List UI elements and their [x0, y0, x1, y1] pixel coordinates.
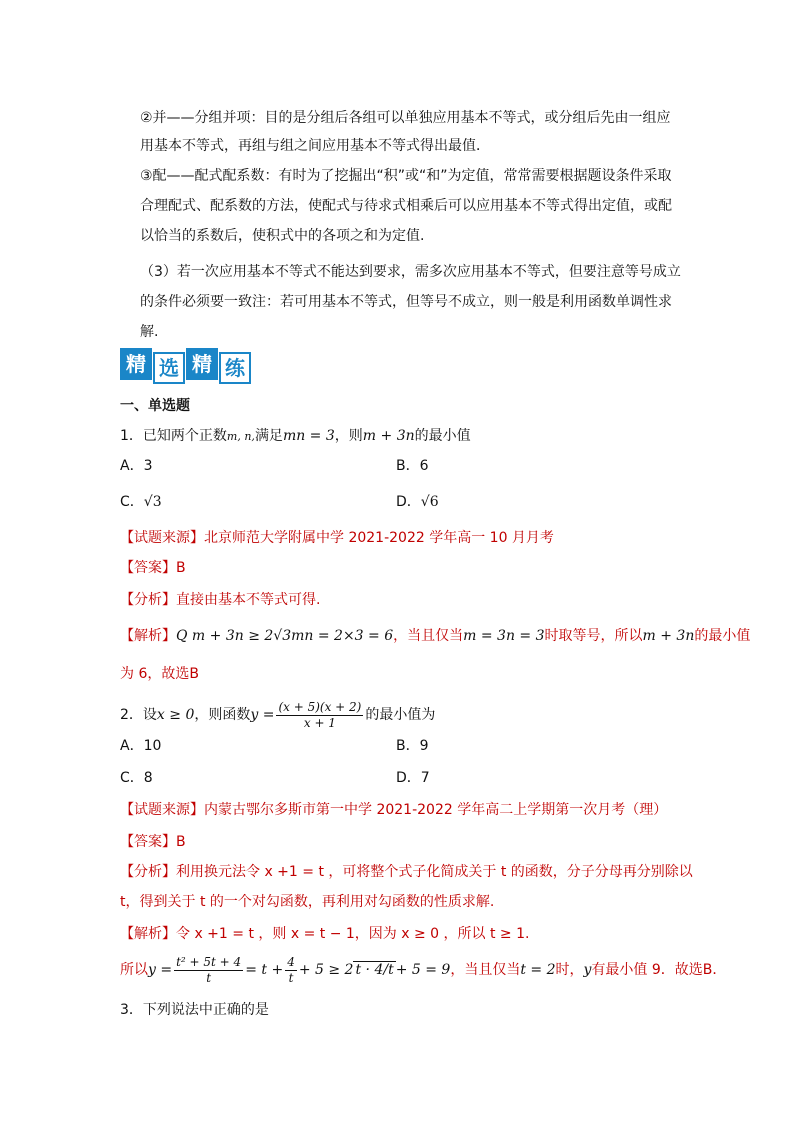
q1-answer-label: 【答案】: [120, 560, 176, 576]
q1-solution-cond: m = 3n = 3: [463, 628, 545, 644]
q2-option-a: A．10: [120, 738, 162, 754]
q1-expr: m + 3n: [362, 428, 415, 444]
q1-solution-line2: 为 6，故选B: [120, 666, 199, 682]
q1-mid2: ，则: [334, 428, 363, 444]
q2-option-c: C．8: [120, 770, 153, 786]
q2-option-d: D．7: [396, 770, 430, 786]
q1-vars: m, n,: [226, 430, 255, 443]
q2-solution-sqrt: t · 4/t: [355, 962, 394, 978]
q2-solution-label: 【解析】: [120, 926, 176, 942]
q2-mid: ，则函数: [194, 707, 251, 723]
q2-source-text: 内蒙古鄂尔多斯市第一中学 2021-2022 学年高二上学期第一次月考（理）: [204, 802, 668, 818]
q1-solution-expr: Q m + 3n ≥ 2√3mn = 2×3 = 6: [176, 628, 394, 644]
q2-analysis: [120, 862, 693, 882]
q2-suffix: 的最小值为: [365, 707, 436, 723]
banner-char-2: 选: [153, 352, 185, 384]
q2-func-fraction: [276, 700, 363, 731]
q2-solution-pre: 所以: [120, 962, 148, 978]
q1-mid: 满足: [254, 428, 283, 444]
q1-solution-expr2: m + 3n: [642, 628, 695, 644]
q1-solution-text1: ，当且仅当: [393, 628, 464, 644]
q1-cond: mn = 3: [282, 428, 335, 444]
q2-solution: [120, 924, 529, 944]
q1-analysis: [120, 590, 320, 610]
q2-solution-text3: 有最小值 9．故选B．: [591, 962, 727, 978]
q1-source-text: 北京师范大学附属中学 2021-2022 学年高一 10 月月考: [204, 530, 554, 546]
q1-analysis-label: 【分析】: [120, 592, 176, 608]
q1-suffix: 的最小值: [414, 428, 471, 444]
q3-stem: 3．下列说法中正确的是: [120, 1002, 269, 1018]
q2-solution-cond: t = 2: [520, 962, 556, 978]
q2-func-y: y =: [250, 707, 275, 723]
intro-p1-line2: 用基本不等式，再组与组之间应用基本不等式得出最值．: [140, 138, 490, 154]
q2-solution-text: ，当且仅当: [450, 962, 521, 978]
q2-func-numerator: (x + 5)(x + 2): [278, 699, 362, 714]
q2-prefix: 2．设: [120, 707, 157, 723]
banner-char-4: 练: [219, 352, 251, 384]
q2-solution-fraction1-den: t: [206, 970, 212, 985]
q2-solution-fraction2-num: 4: [287, 954, 295, 969]
q1-option-d-value: √6: [420, 494, 439, 510]
q2-solution-text2: 时，: [555, 962, 584, 978]
q1-option-c: [120, 492, 162, 512]
q1-solution: [120, 626, 750, 646]
intro-p3-line1: （3）若一次应用基本不等式不能达到要求，需多次应用基本不等式，但要注意等号成立: [140, 264, 681, 280]
q2-solution-mid2: + 5 ≥ 2: [298, 962, 354, 978]
q2-solution-line2: [120, 950, 726, 990]
q1-option-c-value: √3: [143, 494, 162, 510]
q2-solution-fraction2-den: t: [288, 970, 294, 985]
q2-solution-end: + 5 = 9: [395, 962, 451, 978]
q2-source-label: 【试题来源】: [120, 802, 204, 818]
q1-source: [120, 528, 554, 548]
section-title: 一、单选题: [120, 398, 190, 414]
q1-option-d-label: D．: [396, 494, 421, 510]
q2-answer: [120, 832, 186, 852]
q2-analysis-line1: 利用换元法令 x +1 = t ，可将整个式子化简成关于 t 的函数，分子分母再分别除以: [176, 864, 693, 880]
intro-p1-line1: ②并——分组并项：目的是分组后各组可以单独应用基本不等式，或分组后先由一组应: [140, 110, 671, 126]
q1-option-b: B．6: [396, 458, 429, 474]
q2-source: [120, 800, 667, 820]
q1-answer-text: B: [176, 560, 186, 576]
q1-solution-text3: 的最小值: [694, 628, 751, 644]
q2-solution-fraction2: [285, 955, 297, 986]
banner-char-3: 精: [186, 348, 218, 380]
q1-analysis-text: 直接由基本不等式可得.: [176, 592, 321, 608]
q2-option-b: B．9: [396, 738, 429, 754]
q1-option-d: [396, 492, 439, 512]
q1-source-label: 【试题来源】: [120, 530, 204, 546]
q2-solution-line1: 令 x +1 = t ，则 x = t − 1，因为 x ≥ 0 ，所以 t ≥ 1.: [176, 926, 530, 942]
q2-solution-fraction1: [174, 955, 243, 986]
q2-solution-mid: = t +: [245, 962, 284, 978]
q2-func-denominator: x + 1: [303, 715, 336, 730]
q1-answer: [120, 558, 186, 578]
q2-answer-text: B: [176, 834, 186, 850]
q2-answer-label: 【答案】: [120, 834, 176, 850]
intro-p3-line2: 的条件必须要一致注：若可用基本不等式，但等号不成立，则一般是利用函数单调性求: [140, 294, 672, 310]
intro-p2-line1: ③配——配式配系数：有时为了挖掘出“积”或“和”为定值，常常需要根据题设条件采取: [140, 168, 672, 184]
intro-p2-line2: 合理配式、配系数的方法，使配式与待求式相乘后可以应用基本不等式得出定值，或配: [140, 198, 672, 214]
q1-option-a: A．3: [120, 458, 153, 474]
q2-solution-y2: y: [583, 962, 592, 978]
q1-prefix: 1．已知两个正数: [120, 428, 227, 444]
intro-p2-line3: 以恰当的系数后，使积式中的各项之和为定值.: [140, 228, 425, 244]
q2-solution-fraction1-num: t² + 5t + 4: [176, 954, 242, 969]
q2-cond: x ≥ 0: [156, 707, 195, 723]
banner-char-1: 精: [120, 348, 152, 380]
q1-option-c-label: C．: [120, 494, 144, 510]
q2-solution-y: y =: [148, 962, 173, 978]
intro-p3-line3: 解.: [140, 324, 159, 340]
q1-stem: [120, 426, 471, 447]
q2-analysis-label: 【分析】: [120, 864, 176, 880]
q1-solution-label: 【解析】: [120, 628, 176, 644]
q2-analysis-line2: t，得到关于 t 的一个对勾函数，再利用对勾函数的性质求解.: [120, 894, 495, 910]
q1-solution-text2: 时取等号，所以: [544, 628, 643, 644]
q2-stem: [120, 698, 435, 732]
